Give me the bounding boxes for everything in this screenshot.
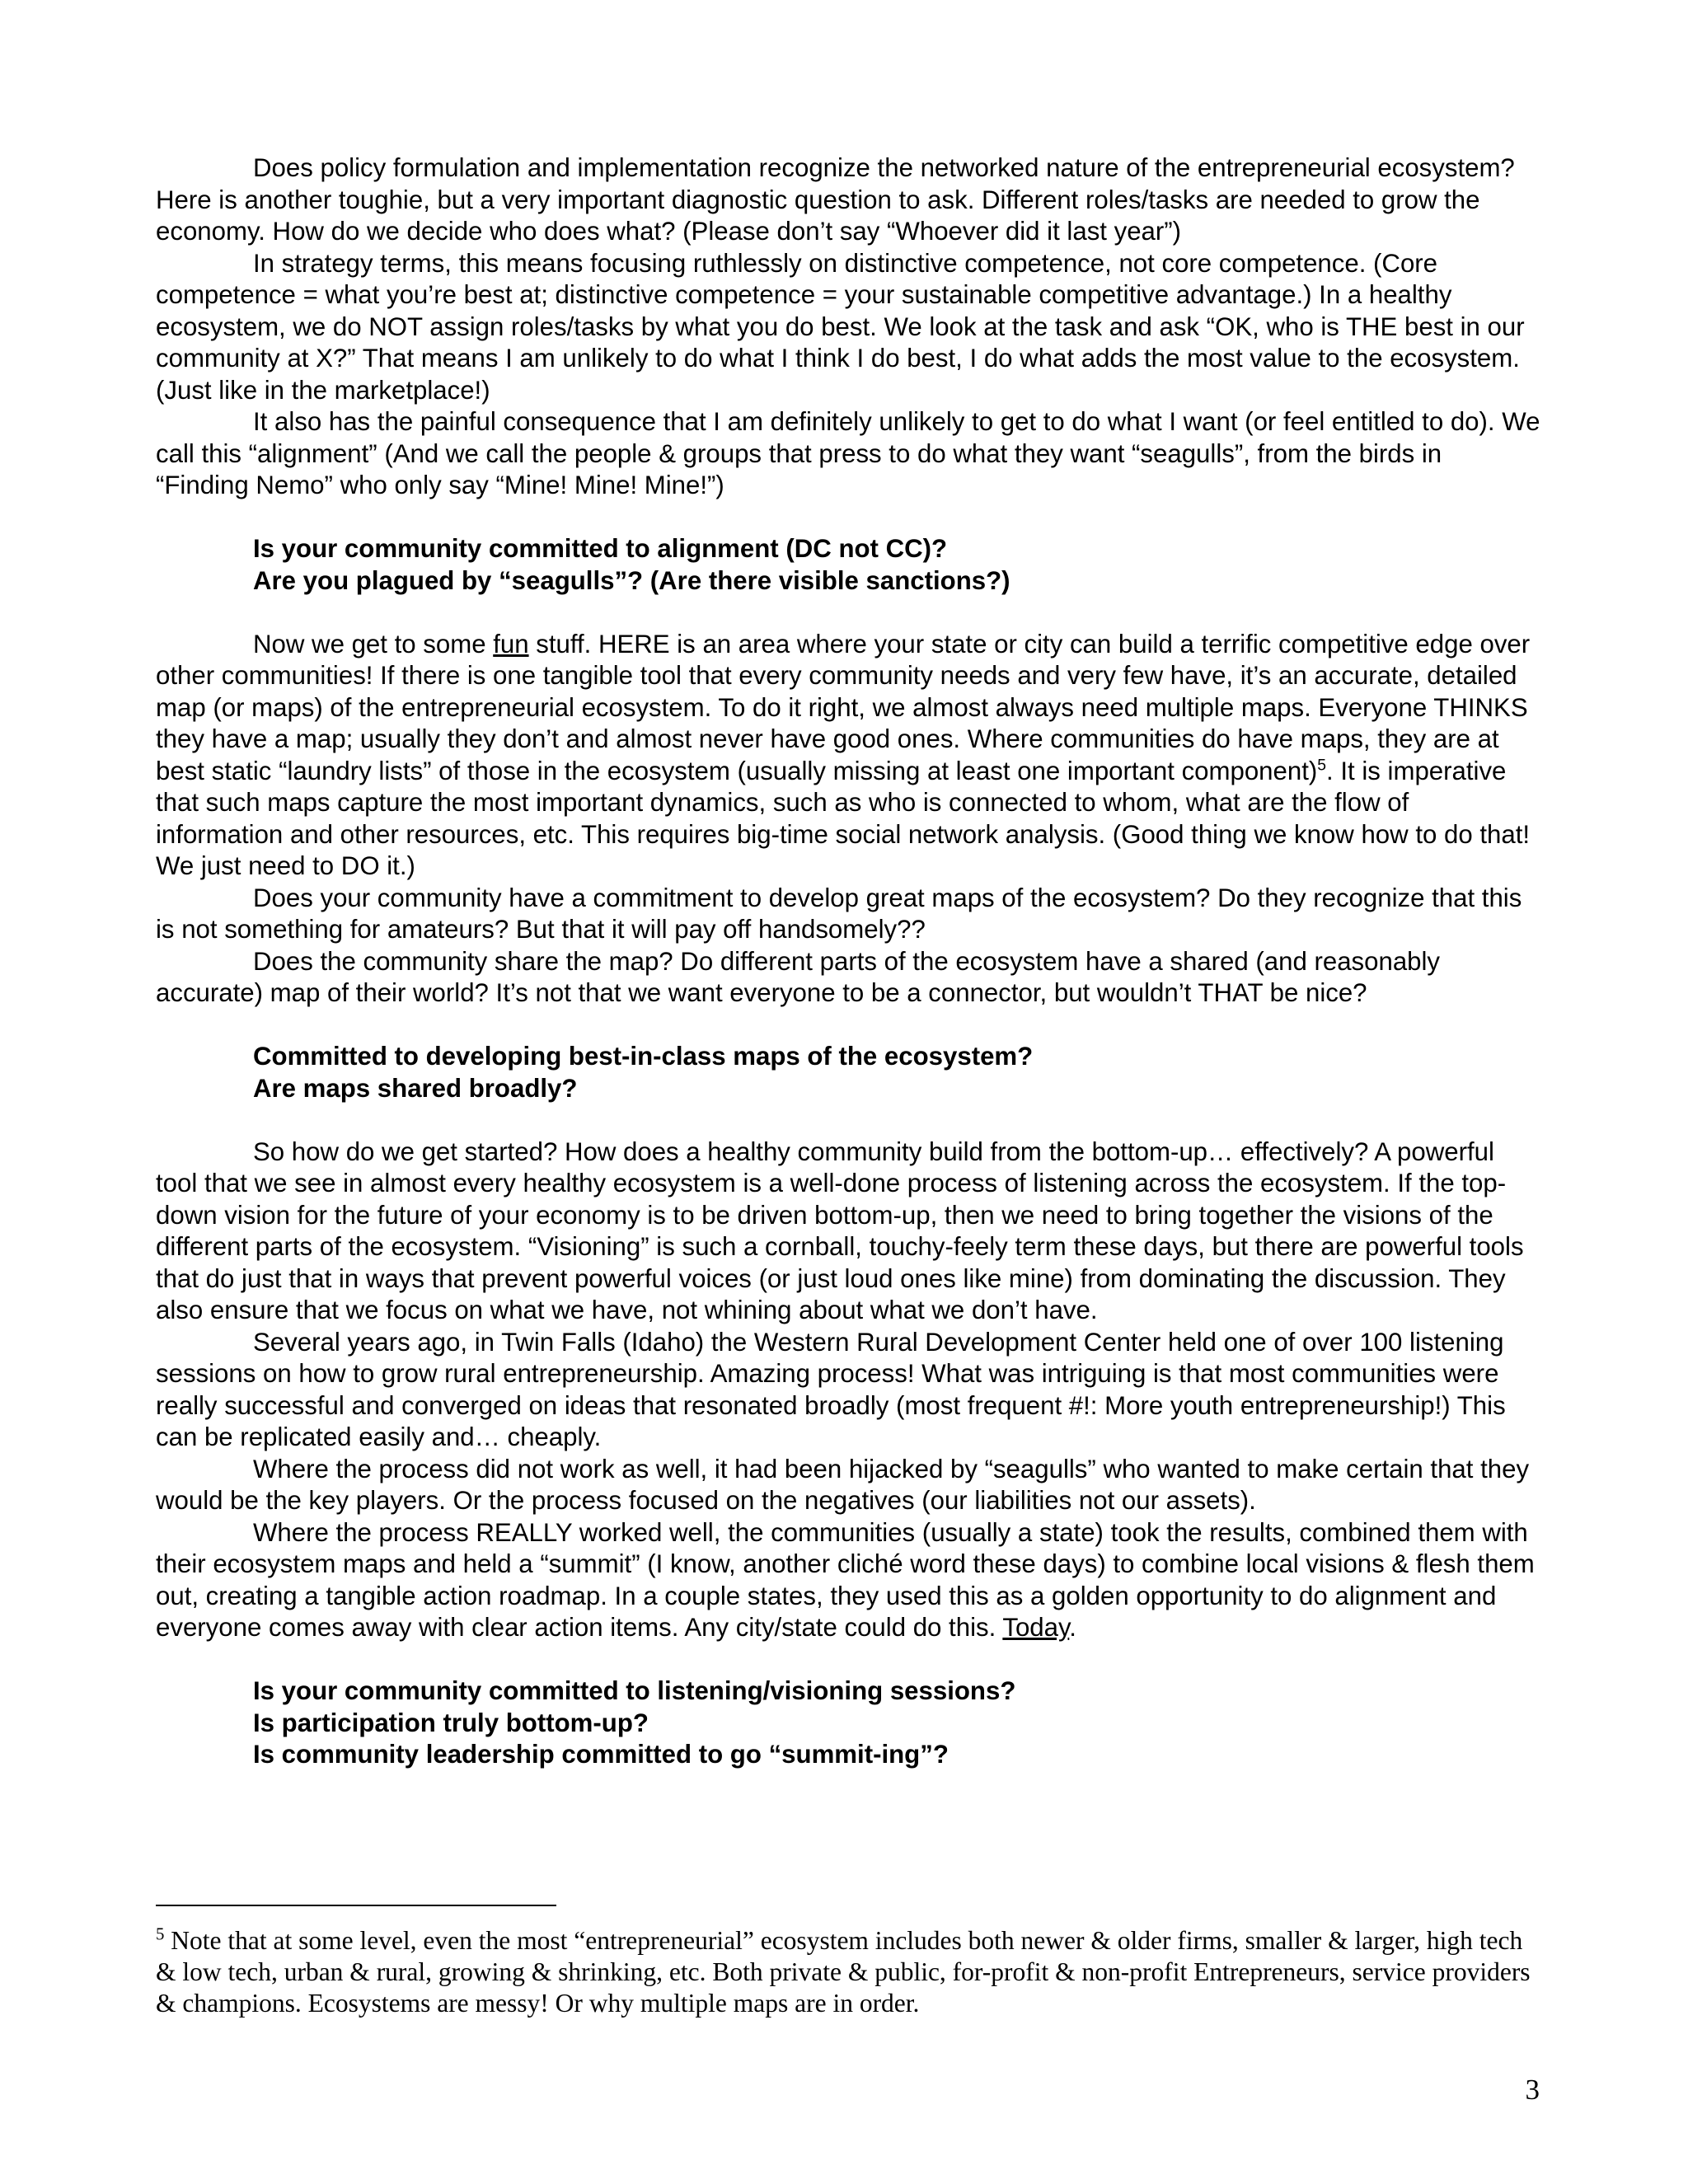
question-line: Are you plagued by “seagulls”? (Are there visible sanctions?): [253, 565, 1010, 595]
question-line: Is your community committed to listening/visioning sessions?: [253, 1676, 1016, 1705]
paragraph: [156, 1517, 1540, 1644]
paragraph: Does your community have a commitment to develop great maps of the ecosystem? Do they recognize that this is not something for amateurs? But that it will pay off handsomely??: [156, 883, 1522, 944]
paragraph: In strategy terms, this means focusing ruthlessly on distinctive competence, not core competence. (Core competence = what you’re best at; distinctive competence = your sustainable competitive advantage.) In a healthy ecosystem, we do NOT assign roles/tasks by what you do best. We look at the task and ask “OK, who is THE best in our community at X?” That means I am unlikely to do what I think I do best, I do what adds the most value to the ecosystem. (Just like in the marketplace!): [156, 248, 1525, 405]
page-number: 3: [1525, 2074, 1540, 2106]
paragraph: [156, 629, 1540, 883]
spacer: [156, 1104, 1540, 1137]
footnote-number: 5: [156, 1924, 165, 1944]
paragraph: Does the community share the map? Do different parts of the ecosystem have a shared (and reasonably accurate) map of their world? It’s not that we want everyone to be a connector, but wouldn’t THAT be nice?: [156, 946, 1441, 1007]
question-block-alignment: [156, 533, 1540, 597]
question-line: Is your community committed to alignment (DC not CC)?: [253, 534, 948, 563]
question-block-maps: [156, 1041, 1540, 1104]
underlined-text: Today: [1002, 1613, 1070, 1642]
paragraph: Does policy formulation and implementation recognize the networked nature of the entrepreneurial ecosystem? Here is another toughie, but a very important diagnostic question to ask. Different roles/tasks are needed to grow the economy. How do we decide who does what? (Please don’t say “Whoever did it last year”): [156, 153, 1515, 246]
text-run: Now we get to some: [253, 629, 494, 658]
footnote-separator: [156, 1905, 556, 1906]
spacer: [156, 1644, 1540, 1676]
text-run: .: [1069, 1613, 1076, 1642]
text-run: stuff. HERE is an area where your state or city can build a terrific competitive edge over other communities! If there is one tangible tool that every community needs and very few have, it’s an accurate, detailed map (or maps) of the entrepreneurial ecosystem. To do it right, we almost always need multiple maps. Everyone THINKS they have a map; usually they don’t and almost never have good ones. Where communities do have maps, they are at best static “laundry lists” of those in the ecosystem (usually missing at least one important component): [156, 629, 1531, 785]
question-line: Are maps shared broadly?: [253, 1073, 578, 1103]
question-line: Is participation truly bottom-up?: [253, 1708, 649, 1737]
paragraph: Where the process did not work as well, it had been hijacked by “seagulls” who wanted to make certain that they would be the key players. Or the process focused on the negatives (our liabilities not our assets).: [156, 1454, 1530, 1515]
footnote-reference: 5: [1317, 756, 1327, 775]
text-run: Where the process REALLY worked well, the communities (usually a state) took the results, combined them with their ecosystem maps and held a “summit” (I know, another cliché word these days) to combine local visions & flesh them out, creating a tangible action roadmap. In a couple states, they used this as a golden opportunity to do alignment and everyone comes away with clear action items. Any city/state could do this.: [156, 1517, 1535, 1642]
paragraph: Several years ago, in Twin Falls (Idaho) the Western Rural Development Center held one of over 100 listening sessions on how to grow rural entrepreneurship. Amazing process! What was intriguing is that most communities were really successful and converged on ideas that resonated broadly (most frequent #!: More youth entrepreneurship!) This can be replicated easily and… cheaply.: [156, 1327, 1506, 1451]
spacer: [156, 502, 1540, 534]
text-run: . It is imperative that such maps capture the most important dynamics, such as who is connected to whom, what are the flow of information and other resources, etc. This requires big-time social network analysis. (Good thing we know how to do that! We just need to DO it.): [156, 756, 1531, 880]
question-line: Is community leadership committed to go “summit-ing”?: [253, 1740, 949, 1769]
footnote-text: Note that at some level, even the most “entrepreneurial” ecosystem includes both newer & older firms, smaller & larger, high tech & low tech, urban & rural, growing & shrinking, etc. Both private & public, for-profit & non-profit Entrepreneurs, service providers & champions. Ecosystems are messy! Or why multiple maps are in order.: [156, 1926, 1531, 2018]
document-body: [156, 152, 1540, 1771]
question-block-visioning: [156, 1675, 1540, 1771]
spacer: [156, 1010, 1540, 1042]
footnote: [156, 1925, 1540, 2019]
paragraph: So how do we get started? How does a healthy community build from the bottom-up… effectively? A powerful tool that we see in almost every healthy ecosystem is a well-done process of listening across the ecosystem. If the top-down vision for the future of your economy is to be driven bottom-up, then we need to bring together the visions of the different parts of the ecosystem. “Visioning” is such a cornball, touchy-feely term these days, but there are powerful tools that do just that in ways that prevent powerful voices (or just loud ones like mine) from dominating the discussion. They also ensure that we focus on what we have, not whining about what we don’t have.: [156, 1137, 1524, 1324]
question-line: Committed to developing best-in-class maps of the ecosystem?: [253, 1042, 1034, 1071]
spacer: [156, 597, 1540, 629]
underlined-text: fun: [493, 629, 529, 658]
paragraph: It also has the painful consequence that I am definitely unlikely to get to do what I want (or feel entitled to do). We call this “alignment” (And we call the people & groups that press to do what they want “seagulls”, from the birds in “Finding Nemo” who only say “Mine! Mine! Mine!”): [156, 407, 1540, 499]
